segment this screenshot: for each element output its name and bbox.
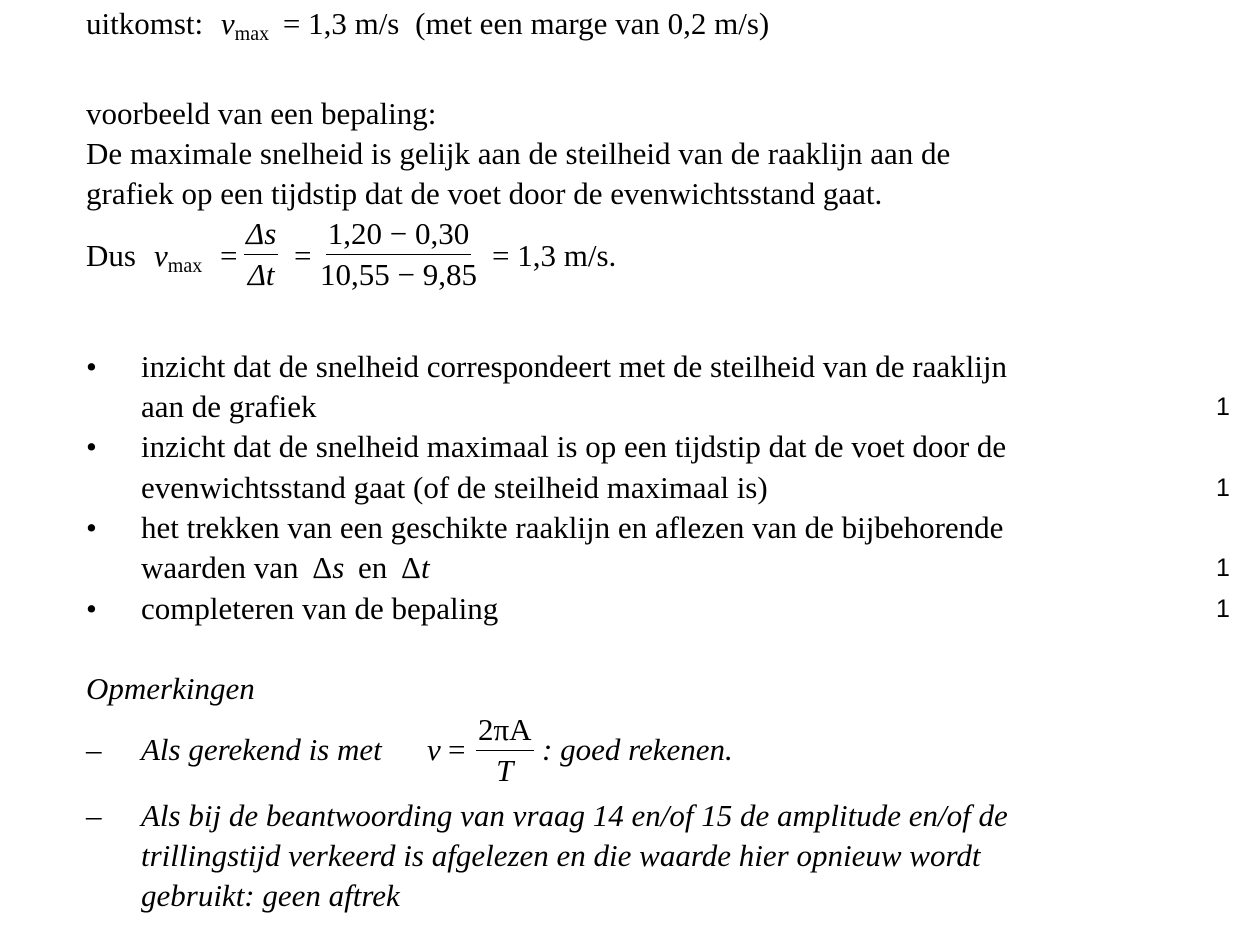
remark-2-line-2: trillingstijd verkeerd is afgelezen en die waarde hier opnieuw wordt <box>141 838 981 873</box>
criterion-text: het trekken van een geschikte raaklijn en aflezen van de bijbehorende <box>141 510 1004 545</box>
remark-2-line-1: Als bij de beantwoording van vraag 14 en/of 15 de amplitude en/of de <box>141 798 1008 833</box>
dash-icon: – <box>86 798 102 833</box>
formula-equals-2: = <box>294 238 312 273</box>
delta-t-delta: Δ <box>401 550 421 585</box>
result-value: = 1,3 m/s <box>282 6 400 41</box>
formula-result: = 1,3 m/s. <box>492 238 617 273</box>
remarks-heading: Opmerkingen <box>86 671 255 706</box>
fraction-period-numerator <box>476 712 534 751</box>
criterion-text: inzicht dat de snelheid maximaal is op een tijdstip dat de voet door de <box>141 429 1007 464</box>
delta-t <box>401 550 430 585</box>
criterion-text: inzicht dat de snelheid correspondeert met de steilheid van de raaklijn <box>141 349 1007 384</box>
delta-s-delta: Δ <box>312 550 333 585</box>
criterion-text-cont: aan de grafiek <box>141 389 317 424</box>
dash-icon: – <box>86 732 102 767</box>
bullet-icon: • <box>86 429 97 464</box>
bullet-icon: • <box>86 510 97 545</box>
criterion-score: 1 <box>1216 554 1230 582</box>
result-line <box>86 5 769 53</box>
remark-1-suffix: : goed rekenen. <box>542 732 733 767</box>
result-v-symbol: v <box>220 6 235 41</box>
criterion-score: 1 <box>1216 474 1230 502</box>
formula-v-subscript: max <box>167 255 203 277</box>
delta-s-symbol: s <box>332 550 345 585</box>
fraction-period-numerator-text: 2πA <box>478 712 532 747</box>
example-heading: voorbeeld van een bepaling: <box>86 96 437 131</box>
remark-2-line-3: gebruikt: geen aftrek <box>141 878 400 913</box>
delta-t-symbol: t <box>420 550 430 585</box>
criterion-text-cont <box>141 549 430 587</box>
criterion-score: 1 <box>1216 393 1230 421</box>
criterion-text: completeren van de bepaling <box>141 591 499 626</box>
explanation-line-2: grafiek op een tijdstip dat de voet door de evenwichtsstand gaat. <box>86 176 883 211</box>
result-prefix: uitkomst: <box>86 6 204 41</box>
fraction-delta-denominator: Δt <box>247 257 275 292</box>
fraction-values-denominator: 10,55 − 9,85 <box>320 257 477 292</box>
fraction-period <box>476 712 534 789</box>
criterion-score: 1 <box>1216 595 1230 623</box>
remark-1-v: v <box>427 732 441 767</box>
remark-1-equals: = <box>448 732 466 767</box>
fraction-delta-numerator: Δs <box>244 216 278 255</box>
formula-v-symbol: v <box>154 238 168 273</box>
result-v-subscript: max <box>234 23 270 45</box>
fraction-period-denominator: T <box>496 753 514 788</box>
remark-1-prefix: Als gerekend is met <box>141 732 382 767</box>
criterion-text-cont: evenwichtsstand gaat (of de steilheid maximaal is) <box>141 470 768 505</box>
fraction-values-numerator: 1,20 − 0,30 <box>326 216 471 255</box>
bullet-icon: • <box>86 349 97 384</box>
explanation-line-1: De maximale snelheid is gelijk aan de steilheid van de raaklijn aan de <box>86 136 951 171</box>
result-margin: (met een marge van 0,2 m/s) <box>415 6 770 41</box>
formula-prefix: Dus <box>86 238 136 273</box>
fraction-delta <box>244 216 278 293</box>
delta-s <box>312 550 344 585</box>
formula-equals-1: = <box>220 238 238 273</box>
bullet-icon: • <box>86 591 97 626</box>
fraction-values <box>318 216 479 293</box>
criterion-text-prefix: waarden van <box>141 550 299 585</box>
criterion-text-en: en <box>358 550 388 585</box>
formula-v <box>154 237 202 285</box>
